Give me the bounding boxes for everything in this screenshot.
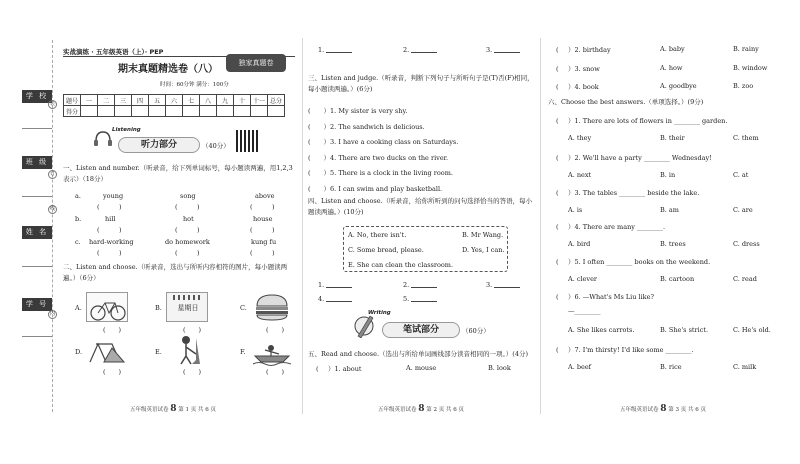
judge-text: ）4. There are two ducks on the river. <box>323 153 449 162</box>
mcq-option: C. are <box>733 206 753 214</box>
mcq-option: A. bird <box>568 240 591 248</box>
section3-title: 三、Listen and judge.（听录音，判断下列句子与所听句子是(T)否(F)相同，每小题读两遍。）(6分) <box>308 74 534 93</box>
exam-title: 期末真题精选卷（八） <box>118 64 218 75</box>
writing-banner <box>382 322 460 338</box>
judge-item[interactable]: ( ）6. I can swim and play basketball. <box>308 184 443 193</box>
footer-num: 8 <box>660 404 667 414</box>
score-input[interactable] <box>200 106 217 117</box>
answer-paren[interactable]: ( ) <box>97 249 122 257</box>
column-divider <box>302 38 303 414</box>
vocab-option: B. zoo <box>733 82 754 90</box>
image-option-label: A. <box>75 304 82 312</box>
answer-paren[interactable]: ( ) <box>250 203 275 211</box>
word: hill <box>105 215 116 223</box>
binding-dashed-line <box>52 40 53 412</box>
answer-paren[interactable]: ( ) <box>183 326 202 334</box>
column-divider <box>540 38 541 414</box>
vocab-word: ）1. about <box>328 365 362 373</box>
mcq-subline: —________ <box>568 307 601 315</box>
answer-blank[interactable] <box>326 295 352 302</box>
score-cell: 五 <box>149 95 166 106</box>
score-input[interactable] <box>234 106 251 117</box>
answer-paren[interactable]: ( ) <box>97 203 122 211</box>
section6-title: 六、Choose the best answers.（单项选择。）(9分) <box>548 98 704 106</box>
sweeping-icon <box>166 334 208 364</box>
section5-title: 五、Read and choose.（选出与所给单词画线部分读音相同的一项。）(4分) <box>308 350 528 358</box>
word: young <box>103 192 124 200</box>
option-text: D. Yes, I can. <box>462 246 505 254</box>
binding-hole <box>48 170 57 179</box>
listening-points: （40分） <box>202 142 230 150</box>
image-option-label: E. <box>155 348 162 356</box>
class-label: 班 级 <box>22 156 52 169</box>
word: above <box>255 192 275 200</box>
mcq-question: ）7. I'm thirsty! I'd like some ________. <box>568 346 694 354</box>
binding-strip <box>8 38 64 414</box>
word: song <box>180 192 196 200</box>
vocab-word: ）2. birthday <box>568 46 611 54</box>
blank-num: 2. <box>403 281 410 289</box>
class-line <box>22 196 52 197</box>
exam-stamp: 独家真题卷 <box>226 54 286 72</box>
answer-paren[interactable]: ( ) <box>175 226 200 234</box>
score-input[interactable] <box>115 106 132 117</box>
score-cell: 一 <box>81 95 98 106</box>
vocab-option: A. goodbye <box>660 82 697 90</box>
row-label: b. <box>75 215 82 223</box>
blank-num: 4. <box>318 295 325 303</box>
headphones-icon <box>92 128 114 150</box>
score-input[interactable] <box>166 106 183 117</box>
image-option-label: B. <box>155 304 162 312</box>
blank-num: 1. <box>318 46 325 54</box>
mcq-option: B. trees <box>660 240 686 248</box>
mcq-question: ）4. There are many ________. <box>568 223 666 231</box>
score-cell: 九 <box>217 95 234 106</box>
answer-paren[interactable]: ( ) <box>97 226 122 234</box>
hole-char: 订 <box>49 171 55 177</box>
answer-blank[interactable] <box>326 46 352 53</box>
calendar-text: 星期日 <box>177 304 199 312</box>
blank-num: 1. <box>318 281 325 289</box>
word: hot <box>183 215 194 223</box>
footer-num: 8 <box>418 404 425 414</box>
footer-text: 五年级英语试卷 <box>130 407 169 413</box>
image-option-label: F. <box>240 348 246 356</box>
mcq-option: A. clever <box>568 275 598 283</box>
mcq-option: C. at <box>733 171 749 179</box>
score-cell: 八 <box>200 95 217 106</box>
mcq-option: B. am <box>660 206 679 214</box>
answer-blank[interactable] <box>411 46 437 53</box>
mcq-option: A. She likes carrots. <box>568 326 635 334</box>
name-label: 姓 名 <box>22 226 52 239</box>
mcq-option: C. He's old. <box>733 326 771 334</box>
judge-text: ）5. There is a clock in the living room. <box>323 169 453 177</box>
section4-title: 四、Listen and choose.（听录音，给你所听到的问句选择恰当的答语，每小题读两遍。）(10分) <box>308 197 533 216</box>
answer-paren[interactable]: ( ) <box>103 368 122 376</box>
id-label: 学 号 <box>22 298 52 311</box>
binding-hole <box>48 205 57 214</box>
mcq-option: C. milk <box>733 363 757 371</box>
score-table <box>63 94 285 117</box>
score-cell: 得分 <box>64 106 81 117</box>
id-line <box>22 336 52 337</box>
boat-icon <box>251 336 293 366</box>
answer-blank[interactable] <box>494 46 520 53</box>
footer-text: 第 3 页 共 6 页 <box>668 407 707 413</box>
mcq-option: A. next <box>568 171 592 179</box>
score-cell: 十一 <box>251 95 268 106</box>
judge-text: ）1. My sister is very shy. <box>323 107 408 115</box>
score-value-row <box>64 106 285 117</box>
writing-logo: Writing <box>368 310 391 316</box>
option-text: E. She can clean the classroom. <box>348 261 454 269</box>
series-header: 实战演练 · 五年级英语（上）· PEP <box>63 48 164 56</box>
binding-hole <box>48 310 57 319</box>
time-info: 时间：60分钟 满分：100分 <box>160 82 229 88</box>
mcq-question: ）6. —What's Ms Liu like? <box>568 293 654 301</box>
mcq-option: C. read <box>733 275 757 283</box>
mcq-option: B. in <box>660 171 676 179</box>
qr-code-icon[interactable] <box>236 130 258 152</box>
answer-paren[interactable]: ( ) <box>103 326 122 334</box>
vocab-word: ）3. snow <box>568 65 600 73</box>
image-option-label: C. <box>240 304 247 312</box>
vocab-word: ）4. book <box>568 83 599 91</box>
word: house <box>253 215 273 223</box>
mcq-question: ）1. There are lots of flowers in ________ garden. <box>568 117 728 125</box>
row-label: a. <box>75 192 81 200</box>
mcq-option: C. dress <box>733 240 760 248</box>
binding-hole <box>48 100 57 109</box>
judge-item[interactable]: ( ）1. My sister is very shy. <box>308 107 408 115</box>
judge-text: ）3. I have a cooking class on Saturdays. <box>323 138 459 146</box>
blank-num: 2. <box>403 46 410 54</box>
mcq-option: C. them <box>733 134 759 142</box>
page2-footer <box>378 404 464 414</box>
section1-title: 一、Listen and number.（听录音，给下列单词标号，每小题读两遍，用1,2,3 表示）（18分） <box>63 164 293 183</box>
listening-banner-text: 听力部分 <box>140 140 177 150</box>
page3-footer <box>620 404 706 414</box>
answer-paren[interactable]: ( ) <box>250 249 275 257</box>
section3-list <box>308 104 536 197</box>
answer-blank[interactable] <box>411 281 437 288</box>
score-cell: 十 <box>234 95 251 106</box>
footer-text: 五年级英语试卷 <box>620 407 659 413</box>
section2-title: 二、Listen and choose.（听录音，选出与所听内容相符的图片，每小题读两遍。）（6分） <box>63 263 288 282</box>
hole-char: 装 <box>49 101 55 107</box>
score-input[interactable] <box>132 106 149 117</box>
option-text: C. Some bread, please. <box>348 246 424 254</box>
option-text: A. No, there isn't. <box>348 231 407 239</box>
vocab-option: B. rainy <box>733 45 759 53</box>
score-input[interactable] <box>149 106 166 117</box>
score-cell: 四 <box>132 95 149 106</box>
mcq-option: A. is <box>568 206 583 214</box>
score-cell: 三 <box>115 95 132 106</box>
mcq-option: A. beef <box>568 363 592 371</box>
blank-num: 5. <box>403 295 410 303</box>
judge-item[interactable]: ( ）2. The sandwich is delicious. <box>308 122 425 131</box>
blank-num: 3. <box>486 281 493 289</box>
score-cell: 六 <box>166 95 183 106</box>
mcq-option: B. cartoon <box>660 275 695 283</box>
mcq-question: ）3. The tables ________ beside the lake. <box>568 189 700 197</box>
score-input[interactable] <box>98 106 115 117</box>
footer-text: 第 1 页 共 6 页 <box>178 407 217 413</box>
answer-paren[interactable]: ( ) <box>175 249 200 257</box>
school-label: 学 校 <box>22 90 52 103</box>
page1-footer <box>130 404 216 414</box>
listening-banner <box>118 137 200 153</box>
answer-paren[interactable]: ( ) <box>250 226 275 234</box>
word: kung fu <box>251 238 277 246</box>
judge-text: ）2. The sandwich is delicious. <box>323 122 425 131</box>
hamburger-icon <box>251 292 293 322</box>
vocab-option: A. baby <box>660 45 685 53</box>
answer-paren[interactable]: ( ) <box>175 203 200 211</box>
section4-options-box <box>343 226 508 272</box>
blank-num: 3. <box>486 46 493 54</box>
mcq-question: ）2. We'll have a party ________ Wednesday! <box>568 154 712 162</box>
row-label: c. <box>75 238 81 246</box>
vocab-option: A. mouse <box>406 364 437 372</box>
footer-num: 8 <box>170 404 177 414</box>
score-input[interactable] <box>268 106 285 117</box>
playground-icon <box>86 336 128 366</box>
score-cell: 题号 <box>64 95 81 106</box>
vocab-option: B. look <box>488 364 511 372</box>
judge-item[interactable]: ( ）5. There is a clock in the living room. <box>308 169 453 177</box>
answer-paren[interactable]: ( ) <box>266 368 285 376</box>
vocab-option: A. how <box>660 64 683 72</box>
score-input[interactable] <box>217 106 234 117</box>
footer-text: 五年级英语试卷 <box>378 407 417 413</box>
score-header-row <box>64 95 285 106</box>
calendar-rings <box>173 295 203 300</box>
hole-char: 线 <box>49 206 55 212</box>
listening-logo: Listening <box>112 127 141 133</box>
answer-blank[interactable] <box>326 281 352 288</box>
judge-item[interactable]: ( ）3. I have a cooking class on Saturdays. <box>308 138 459 146</box>
answer-blank[interactable] <box>494 281 520 288</box>
mcq-option: B. She's strict. <box>660 326 709 334</box>
hole-char: 内 <box>49 311 55 317</box>
school-line <box>22 128 52 129</box>
word: hard-working <box>89 238 134 246</box>
vocab-option: B. window <box>733 64 768 72</box>
bicycle-icon <box>86 292 128 322</box>
word: do homework <box>165 238 210 246</box>
answer-paren[interactable]: ( ) <box>266 326 285 334</box>
mcq-option: B. rice <box>660 363 682 371</box>
mcq-option: A. they <box>568 134 592 142</box>
answer-paren[interactable]: ( ) <box>183 368 202 376</box>
image-option-label: D. <box>75 348 83 356</box>
mcq-question: ）5. I often ________ books on the weekend. <box>568 258 711 266</box>
calendar-icon <box>166 292 208 322</box>
judge-text: ）6. I can swim and play basketball. <box>323 184 443 193</box>
section6-list: ( ）1. There are lots of flowers in ________ garden. A. they B. their C. them ( ）2. We'll have a party ________ Wednesday! A. next B. in C. at ( ）3. The tables ________ beside the lake. A. is B. am C. are ( ）4. There are many ________. A. bird B. trees C. dress ( ）5. I often ________ books on the weekend. A. clever B. cartoon C. read ( ）6. —What's Ms Liu like? —________ A. She likes carrots. B. She's strict. C. He's old. ( ）7. I'm thirsty! I'd like some ________. A. beef B. rice C. milk <box>556 117 771 371</box>
option-text: B. Mr Wang. <box>462 231 504 239</box>
answer-blank[interactable] <box>411 295 437 302</box>
score-cell: 总分 <box>268 95 285 106</box>
footer-text: 第 2 页 共 6 页 <box>426 407 465 413</box>
judge-item[interactable]: ( ）4. There are two ducks on the river. <box>308 153 449 162</box>
score-cell: 二 <box>98 95 115 106</box>
mcq-option: B. their <box>660 134 685 142</box>
writing-points: （60分） <box>462 327 490 335</box>
name-line <box>22 266 52 267</box>
vocab-continued: ( ）2. birthday A. baby B. rainy ( ）3. snow A. how B. window ( ）4. book A. goodbye B. zoo <box>556 45 768 91</box>
score-cell: 七 <box>183 95 200 106</box>
score-input[interactable] <box>81 106 98 117</box>
writing-banner-text: 笔试部分 <box>402 325 439 335</box>
score-input[interactable] <box>251 106 268 117</box>
score-input[interactable] <box>183 106 200 117</box>
